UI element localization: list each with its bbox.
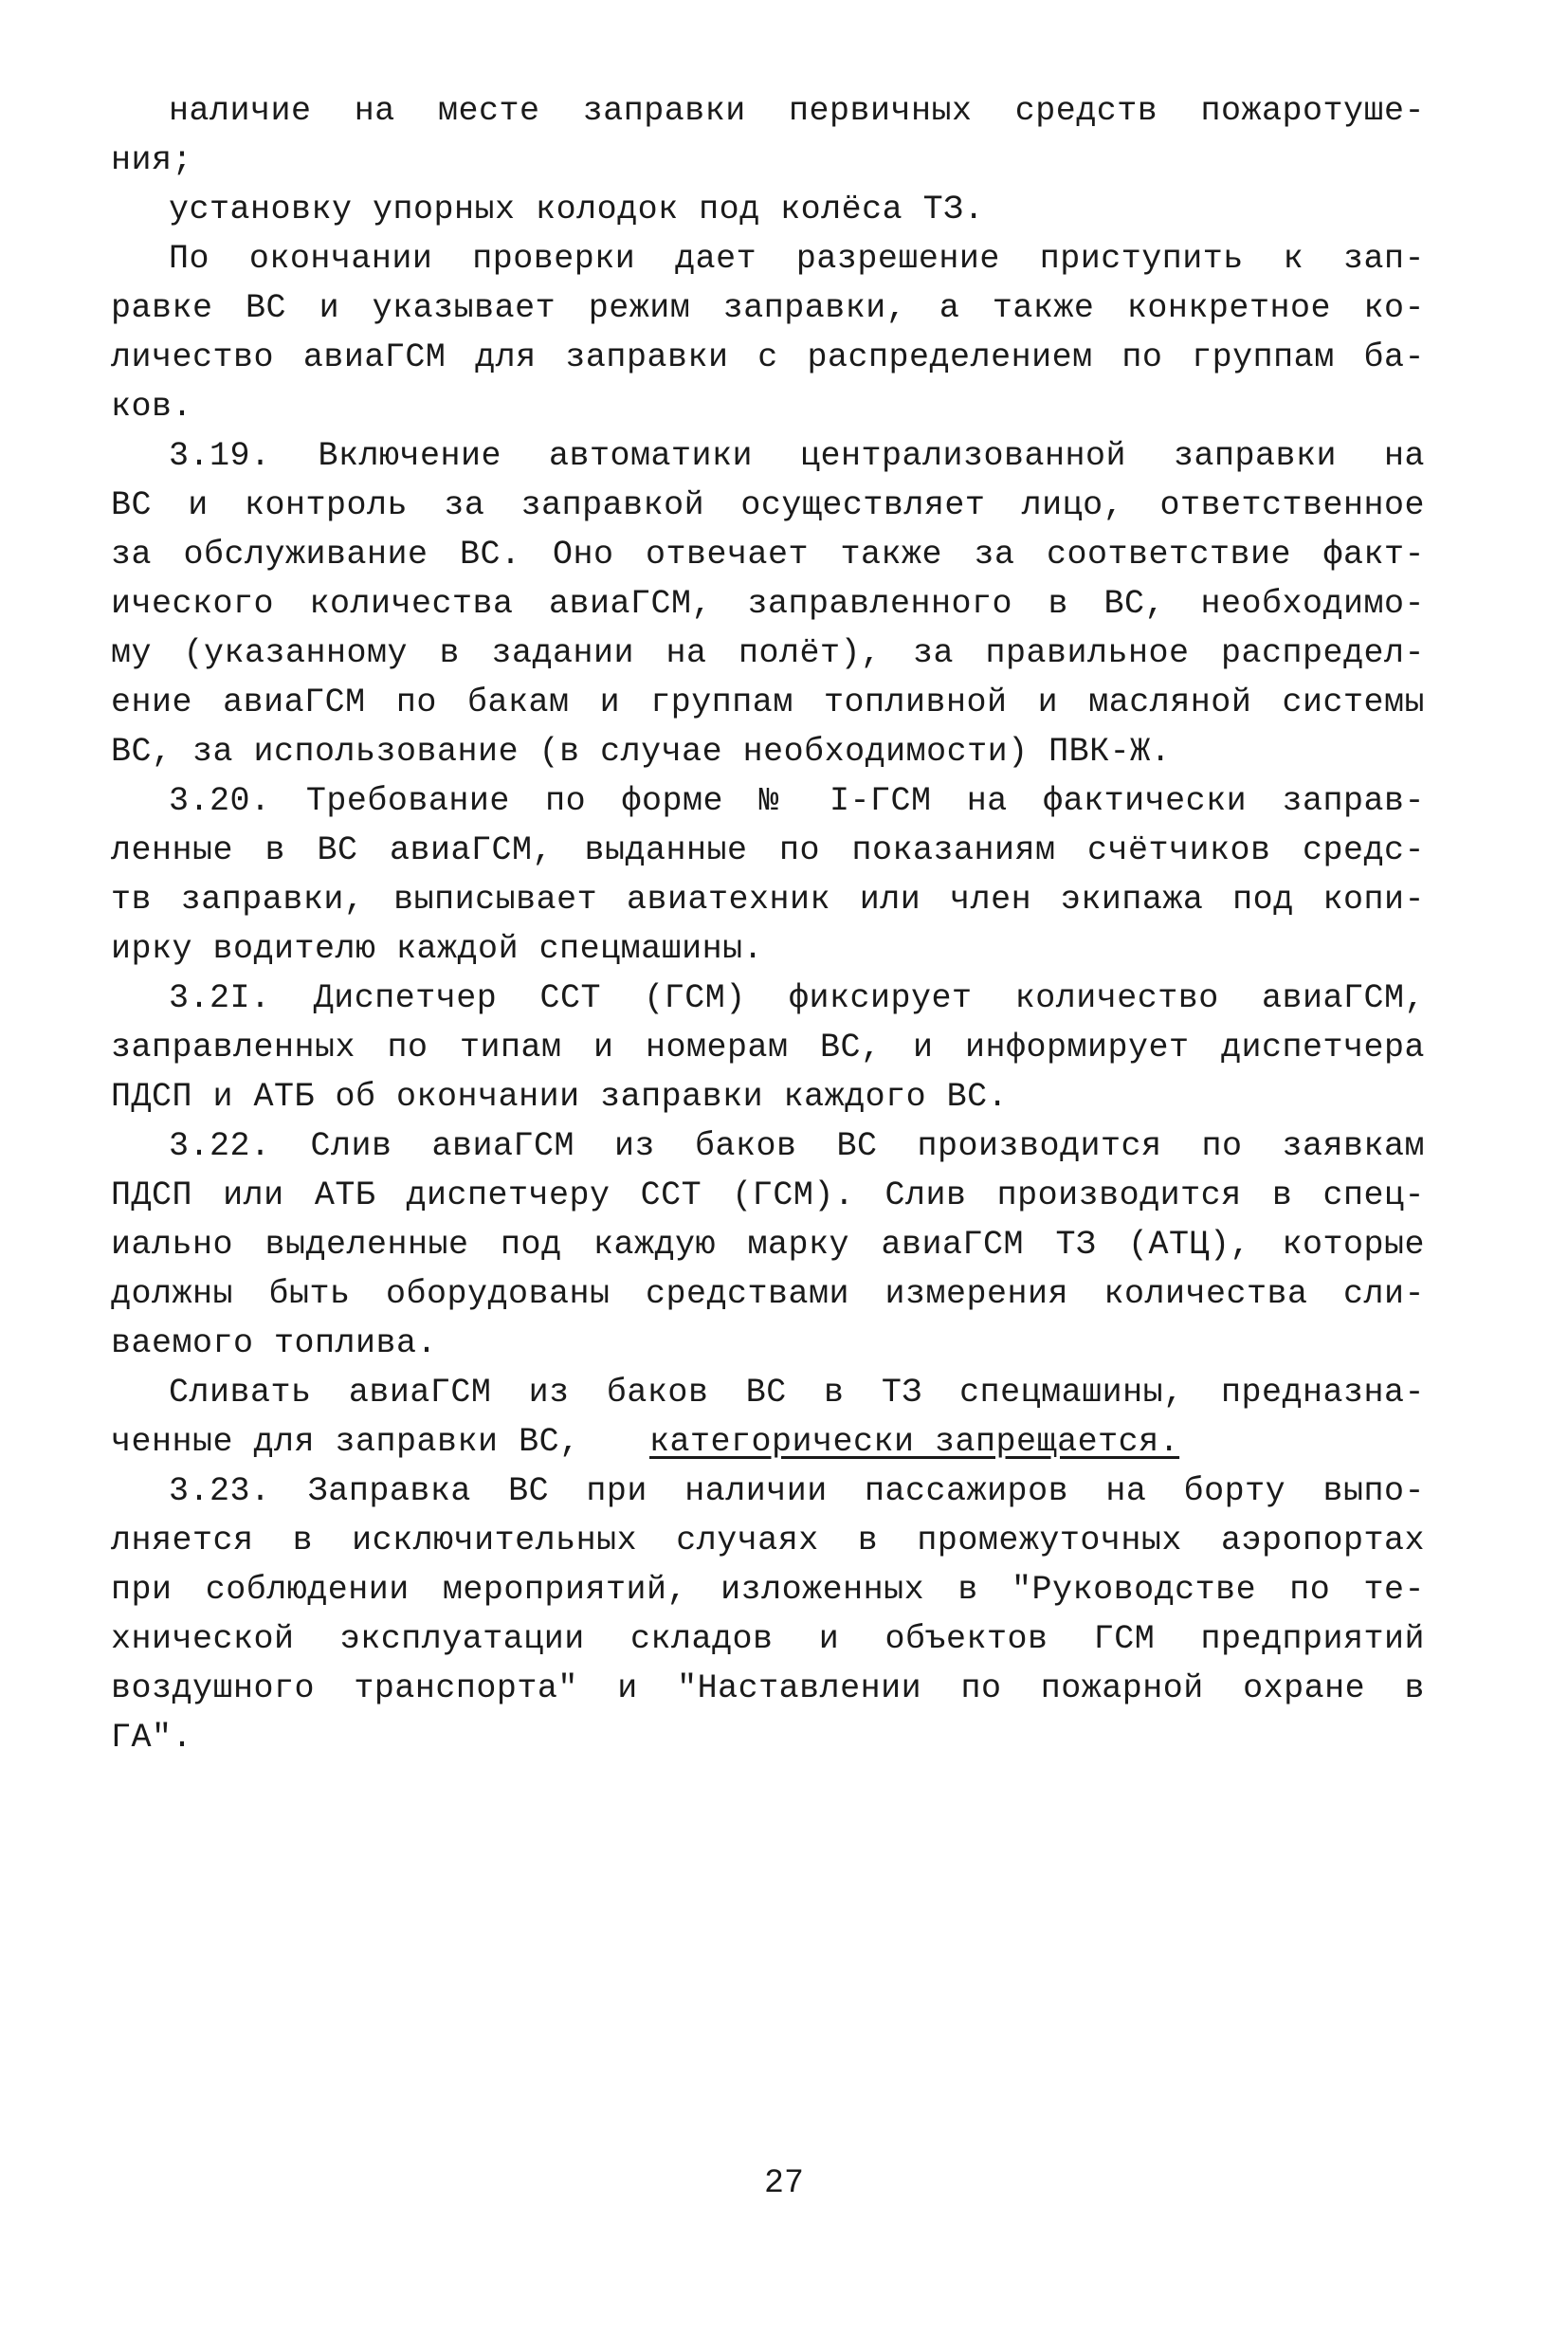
text-line: ченные для заправки ВС, — [111, 1423, 580, 1461]
text-line: наличие на месте заправки первичных средств пожаротуше- — [169, 92, 1425, 130]
text-line: ПДСП или АТБ диспетчеру ССТ (ГСМ). Слив производится в спец- — [111, 1176, 1425, 1214]
text-line: ленные в ВС авиаГСМ, выданные по показаниям счётчиков средс- — [111, 831, 1425, 869]
text-line: хнической эксплуатации складов и объектов ГСМ предприятий — [111, 1620, 1425, 1658]
text-line: за обслуживание ВС. Оно отвечает также за соответствие факт- — [111, 536, 1425, 574]
page-number: 27 — [763, 2164, 804, 2202]
text-line: установку упорных колодок под колёса ТЗ. — [169, 191, 985, 228]
text-line: Сливать авиаГСМ из баков ВС в ТЗ спецмашины, предназна- — [169, 1374, 1425, 1412]
text-line: лняется в исключительных случаях в промежуточных аэропортах — [111, 1522, 1425, 1559]
text-line: должны быть оборудованы средствами измерения количества сли- — [111, 1275, 1425, 1313]
text-line: заправленных по типам и номерам ВС, и информирует диспетчера — [111, 1029, 1425, 1066]
text-line: ического количества авиаГСМ, заправленного в ВС, необходимо- — [111, 585, 1425, 623]
text-line: ение авиаГСМ по бакам и группам топливной и масляной системы — [111, 683, 1425, 721]
text-line: По окончании проверки дает разрешение приступить к зап- — [169, 240, 1425, 278]
text-line: ков. — [111, 388, 193, 426]
text-line: ВС и контроль за заправкой осуществляет лицо, ответственное — [111, 486, 1425, 524]
text-line: личество авиаГСМ для заправки с распределением по группам ба- — [111, 338, 1425, 376]
text-line: ПДСП и АТБ об окончании заправки каждого ВС. — [111, 1078, 1009, 1116]
text-line: при соблюдении мероприятий, изложенных в "Руководстве по те- — [111, 1571, 1425, 1609]
section-3-19-heading-line: 3.19. Включение автоматики централизованной заправки на — [169, 437, 1425, 475]
section-3-23-heading-line: 3.23. Заправка ВС при наличии пассажиров на борту выпо- — [169, 1472, 1425, 1510]
section-3-22-heading-line: 3.22. Слив авиаГСМ из баков ВС производится по заявкам — [169, 1127, 1425, 1165]
text-line: ирку водителю каждой спецмашины. — [111, 930, 764, 968]
text-line: му (указанному в задании на полёт), за правильное распредел- — [111, 634, 1425, 672]
text-line: ния; — [111, 141, 193, 179]
text-line: ГА". — [111, 1719, 193, 1757]
text-line: тв заправки, выписывает авиатехник или член экипажа под копи- — [111, 881, 1425, 919]
text-line: равке ВС и указывает режим заправки, а также конкретное ко- — [111, 289, 1425, 327]
prohibition-emphasis: категорически запрещается. — [649, 1423, 1180, 1461]
text-line: иально выделенные под каждую марку авиаГСМ ТЗ (АТЦ), которые — [111, 1226, 1425, 1264]
section-3-20-heading-line: 3.20. Требование по форме № I-ГСМ на фактически заправ- — [169, 782, 1425, 820]
text-line: ВС, за использование (в случае необходимости) ПВК-Ж. — [111, 733, 1172, 771]
text-line: воздушного транспорта" и "Наставлении по пожарной охране в — [111, 1669, 1425, 1707]
section-3-21-heading-line: 3.2I. Диспетчер ССТ (ГСМ) фиксирует количество авиаГСМ, — [169, 979, 1425, 1017]
text-line: ваемого топлива. — [111, 1324, 438, 1362]
